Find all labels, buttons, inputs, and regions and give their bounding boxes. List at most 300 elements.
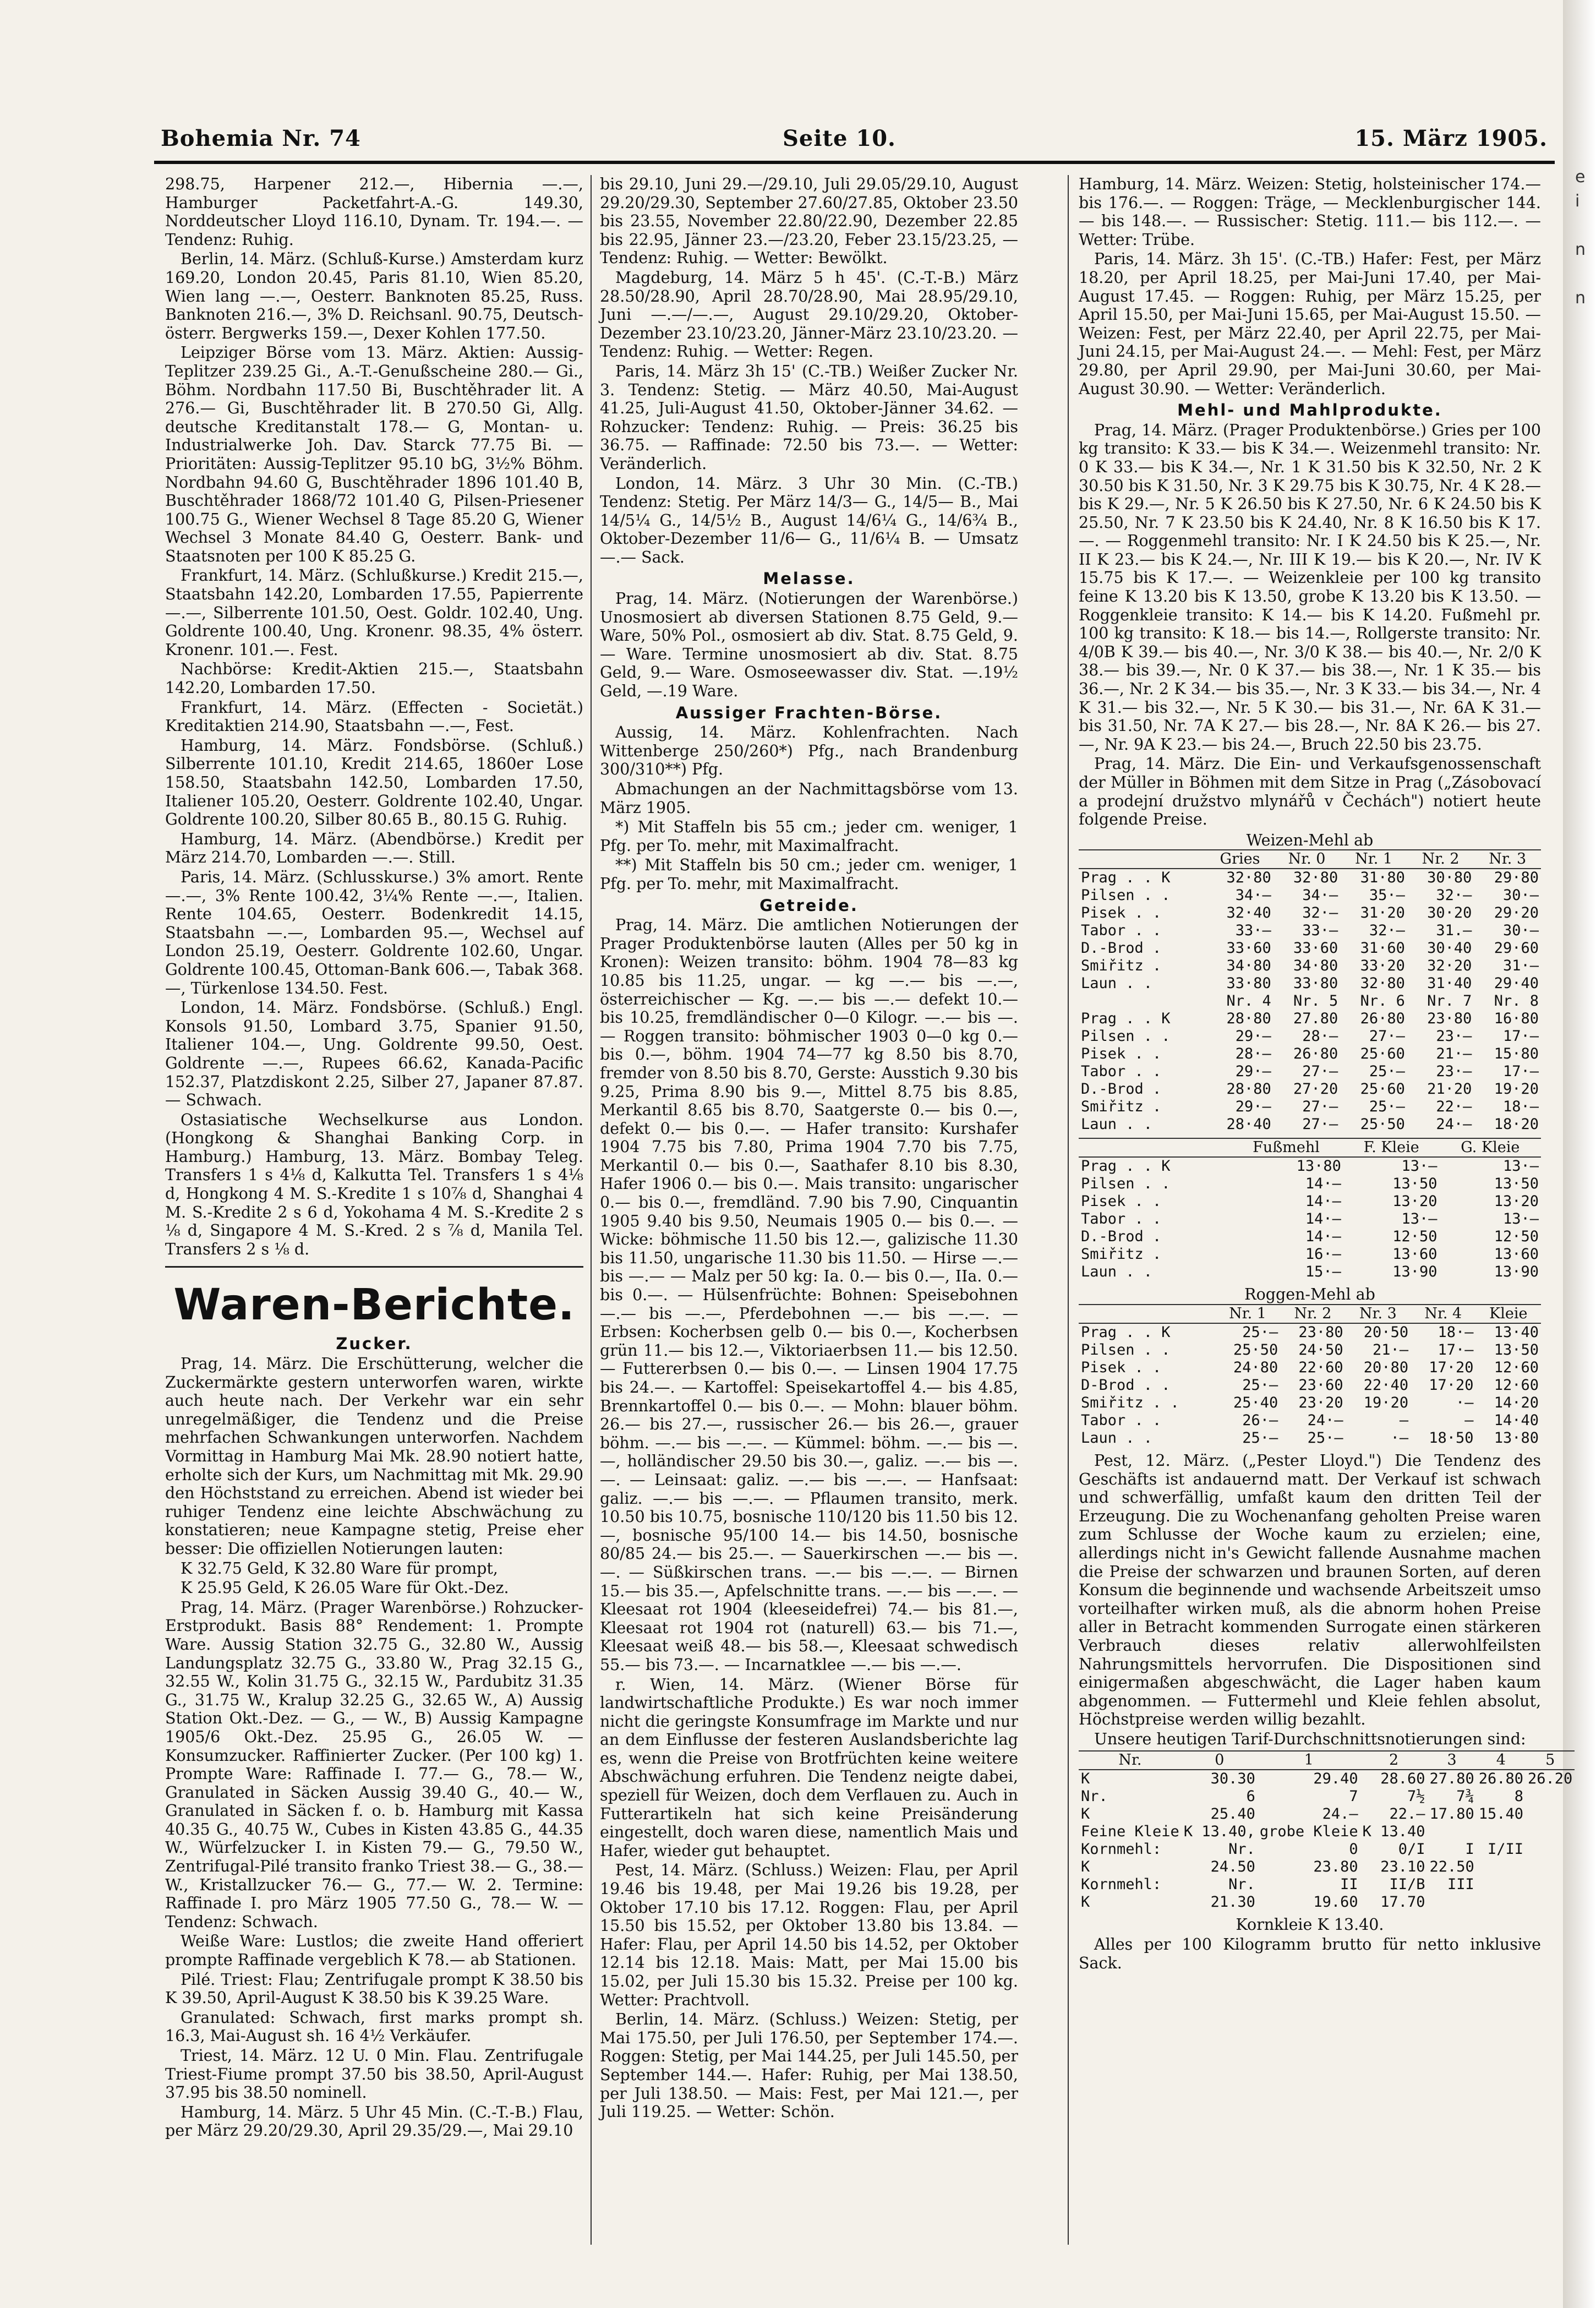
table-cell: Tabor . . [1081, 1411, 1162, 1429]
table-cell: 7 [1349, 1788, 1358, 1805]
table-cell: 17·— [1502, 1028, 1539, 1045]
table-cell: 29·— [1235, 1098, 1271, 1116]
market-report: Prag, 14. März. (Prager Warenbörse.) Rohzucker-Erstprodukt. Basis 88° Rendement: 1. Prompte Ware. Aussig Station 32.75 G., 32.80 W., Aussig Landungsplatz 32.75 G., 33.80 W., Prag 32.15 G., 32.55 W., Kolin 31.75 G., 32.15 W., Pardubitz 31.35 G., 31.75 W., Kralup 32.25 G., 32.65 W., A) Aussig Station Okt.-Dez. — G., — W., B) Aussig Kampagne 1905/6 Okt.-Dez. 25.95 G., 26.05 W. — Konsumzucker. Raffinierter Zucker. (Per 100 kg) 1. Prompte Ware: Raffinade I. 77.— G., 78.— W., Granulated in Säcken Aussig 39.40 G., 40.— W., Granulated in Säcken f. o. b. Hamburg mit Kassa 40.35 G., 40.75 W., Cubes in Kisten 43.85 G., 44.35 W., Würfelzucker I. in Kisten 79.— G., 79.50 W., Zentrifugal-Pilé transito franko Triest 38.— G., 38.— W., Kristallzucker 76.— G., 77.— W. 2. Termine: Raffinade I. pro März 1905 77.50 G., 78.— W. — Tendenz: Schwach. [165, 1598, 583, 1931]
table-cell: 23·80 [1298, 1323, 1343, 1341]
table-cell: 13·60 [1494, 1246, 1539, 1263]
table-cell: 25·50 [1360, 1116, 1405, 1133]
table-cell: II/B [1389, 1876, 1425, 1894]
table-cell: 21·— [1436, 1045, 1472, 1063]
table-title: Roggen-Mehl ab [1244, 1285, 1375, 1304]
table-cell: 22·— [1436, 1098, 1472, 1116]
table-cell: 25·— [1369, 1098, 1405, 1116]
table-cell: 12·60 [1494, 1376, 1539, 1394]
table-cell: 14·— [1305, 1193, 1341, 1210]
table-cell: 22.— [1389, 1805, 1425, 1823]
stock-report: Leipziger Börse vom 13. März. Aktien: Aussig-Teplitzer 239.25 Gi., A.-T.-Genußscheine 280.— Gi., Böhm. Nordbahn 117.50 Bi, Buschtěhrader lit. A 276.— Gi, Buschtěhrader lit. B 270.50 Gi, Allg. deutsche Kreditanstalt 178.— G, Montan- u. Industrialwerke Joh. Dav. Starck 77.75 Bi. — Prioritäten: Aussig-Teplitzer 95.10 bG, 3½% Böhm. Nordbahn 94.60 G, Buschtěhrader 1896 101.40 B, Buschtěhrader 1868/72 101.40 G, Pilsen-Priesener 100.75 G., Wiener Wechsel 8 Tage 85.20 G, Wiener Wechsel 3 Monate 84.40 G, Oesterr. Bank- und Staatsnoten per 100 K 85.25 G. [165, 343, 583, 565]
table-cell: Tabor . . [1081, 1063, 1162, 1081]
table-cell: 29·20 [1494, 904, 1539, 922]
table-cell: K [1081, 1858, 1090, 1876]
table-row [1079, 1116, 1541, 1133]
table-cell: 24·50 [1298, 1341, 1343, 1358]
table-row [1079, 1063, 1541, 1081]
table-cell: 33·60 [1293, 940, 1338, 957]
table-cell: Smiřitz . [1081, 957, 1162, 975]
table-row [1079, 1377, 1541, 1394]
table-cell: 13·50 [1494, 1175, 1539, 1193]
subsection-heading: Zucker. [336, 1334, 413, 1354]
table-cell: 13·— [1502, 1158, 1539, 1175]
table-row [1079, 940, 1541, 957]
column-3 [1079, 175, 1573, 2245]
table-row [1079, 1210, 1541, 1228]
roggen-mehl-table [1079, 1285, 1541, 1447]
table-cell: 17·— [1502, 1063, 1539, 1081]
table-cell: 32·80 [1360, 975, 1405, 992]
table-cell: 19.60 [1313, 1894, 1358, 1911]
table-cell: 23·60 [1298, 1376, 1343, 1394]
subsection-heading: Mehl- und Mahlprodukte. [1177, 401, 1442, 420]
table-row [1079, 1876, 1575, 1894]
table-header-row [1079, 850, 1541, 869]
table-cell: 15·— [1305, 1263, 1341, 1281]
table-cell: 33·80 [1226, 975, 1271, 992]
table-cell: Nr. 5 [1293, 992, 1338, 1010]
table-row [1079, 992, 1541, 1010]
table-cell: 13·20 [1392, 1193, 1438, 1210]
stock-report: Hamburg, 14. März. Fondsbörse. (Schluß.) Silberrente 101.10, Kredit 214.65, 1860er Lose 158.50, Staatsbahn 142.50, Lombarden 17.50, Italiener 105.20, Oesterr. Goldrente 102.40, Ungar. Goldrente 100.20, Silber 80.65 B., 80.15 G. Ruhig. [165, 736, 583, 829]
market-report: Triest, 14. März. 12 U. 0 Min. Flau. Zentrifugale Triest-Fiume prompt 37.50 bis 38.50, April-August 37.95 bis 38.50 nominell. [165, 2047, 583, 2102]
table-cell: Pisek . . [1081, 904, 1162, 922]
table-cell: 23·80 [1427, 1010, 1472, 1028]
table-row [1079, 1429, 1541, 1447]
table-cell: 24.— [1322, 1805, 1358, 1823]
table-cell: 31.— [1436, 922, 1472, 940]
table-cell: Nr. [1081, 1788, 1108, 1805]
table-cell: 18·50 [1429, 1429, 1474, 1447]
table-cell: 30·40 [1427, 940, 1472, 957]
table-cell: 25.40 [1210, 1805, 1255, 1823]
table-cell: 23.10 [1380, 1858, 1425, 1876]
table-cell [1526, 1805, 1575, 1823]
table-cell: 7½ [1407, 1788, 1425, 1805]
table-row [1079, 1228, 1541, 1246]
table-cell: 34·80 [1293, 957, 1338, 975]
table-cell: 21.30 [1210, 1894, 1255, 1911]
table-cell [1079, 992, 1206, 1010]
table-cell: Nr. 6 [1360, 992, 1405, 1010]
table-cell [1477, 1894, 1526, 1911]
table-cell: 33·80 [1293, 975, 1338, 992]
table-cell: Feine Kleie [1081, 1823, 1179, 1841]
table-cell: K [1081, 1894, 1090, 1911]
table-cell: Pisek . . [1081, 1193, 1162, 1210]
table-cell: Nr. 4 [1226, 992, 1271, 1010]
market-report: Berlin, 14. März. (Schluss.) Weizen: Stetig, per Mai 175.50, per Juli 176.50, per September 174.—. Roggen: Stetig, per Mai 144.25, per Juli 145.50, per September 144.—. Hafer: Ruhig, per Mai 138.50, per Juli 138.50. — Mais: Fest, per Mai 121.—, per Juli 119.25. — Wetter: Schön. [600, 2010, 1018, 2121]
table-cell: 13·40 [1494, 1323, 1539, 1341]
table-header-row [1079, 1751, 1575, 1770]
stock-report: London, 14. März. Fondsbörse. (Schluß.) Engl. Konsols 91.50, Lombard 3.75, Spanier 91.50, Italiener 104.—, Ung. Goldrente 99.50, Oest. Goldrente —.—, Rupees 66.62, Kanada-Pacific 152.37, Platzdiskont 2.25, Silber 27, Japaner 87.87. — Schwach. [165, 999, 583, 1110]
column-1 [165, 175, 583, 2245]
market-report: bis 29.10, Juni 29.—/29.10, Juli 29.05/29.10, August 29.20/29.30, September 27.60/27.85, Oktober 23.50 bis 23.55, November 22.80/22.90, Dezember 22.85 bis 22.95, Jänner 23.—/23.20, Feber 23.15/23.25, — Tendenz: Ruhig. — Wetter: Bewölkt. [600, 175, 1018, 268]
table-cell: — [1464, 1411, 1474, 1429]
footnote: *) Mit Staffeln bis 55 cm.; jeder cm. weniger, 1 Pfg. per To. mehr, mit Maximalfracht. [600, 818, 1018, 855]
market-report: Hamburg, 14. März. 5 Uhr 45 Min. (C.-T.-B.) Flau, per März 29.20/29.30, April 29.35/29.—, Mai 29.10 [165, 2103, 583, 2140]
table-cell: 26·80 [1293, 1045, 1338, 1063]
table-cell: 16·80 [1494, 1010, 1539, 1028]
market-report: Aussig, 14. März. Kohlenfrachten. Nach Wittenberge 250/260*) Pfg., nach Brandenburg 300/310**) Pfg. [600, 723, 1018, 779]
table-cell: 17·20 [1429, 1376, 1474, 1394]
table-row [1079, 887, 1541, 904]
table-cell: 16·— [1305, 1246, 1341, 1263]
table-cell: 23·— [1436, 1028, 1472, 1045]
table-cell: 14·— [1305, 1228, 1341, 1246]
table-cell: 8 [1514, 1788, 1524, 1805]
table-row [1079, 1157, 1541, 1175]
market-report: K 25.95 Geld, K 26.05 Ware für Okt.-Dez. [181, 1579, 509, 1597]
table-cell: 29·80 [1494, 869, 1539, 887]
table-cell: 33·— [1302, 922, 1338, 940]
table-cell: 32·80 [1226, 869, 1271, 887]
table-cell: 14·20 [1494, 1394, 1539, 1411]
table-cell: 27·20 [1293, 1081, 1338, 1098]
table-cell: Laun . . [1081, 1263, 1153, 1281]
table-cell: 28·— [1235, 1045, 1271, 1063]
market-report: Prag, 14. März. (Notierungen der Warenbörse.) Unosmosiert ab diversen Stationen 8.75 Geld, 9.— Ware, 50% Pol., osmosiert ab div. Stat. 8.75 Geld, 9.— Ware. Termine unosmosiert ab div. Stat. 8.75 Geld, 9.— Ware. Osmoseewasser div. Stat. —.19½ Geld, —.19 Ware. [600, 590, 1018, 701]
table-cell: 24.50 [1210, 1858, 1255, 1876]
table-cell: Prag . . K [1081, 1158, 1171, 1175]
table-cell [1526, 1823, 1575, 1841]
table-cell: 12·60 [1494, 1358, 1539, 1376]
table-cell: 17·— [1438, 1341, 1474, 1358]
table-cell [1526, 1788, 1575, 1805]
stock-report: Frankfurt, 14. März. (Effecten - Societät.) Kreditaktien 214.90, Staatsbahn —.—, Fest. [165, 698, 583, 735]
table-cell: Pisek . . [1081, 1045, 1162, 1063]
table-cell: 19·20 [1363, 1394, 1409, 1411]
table-cell: 27·— [1302, 1116, 1338, 1133]
table-cell: 20·80 [1363, 1358, 1409, 1376]
table-cell [1526, 1841, 1575, 1858]
table-row [1079, 1805, 1575, 1823]
table-row [1079, 1823, 1575, 1841]
table-cell: 25·40 [1233, 1394, 1278, 1411]
table-cell: 25·— [1242, 1376, 1278, 1394]
table-cell: 21·— [1373, 1341, 1409, 1358]
column-header: Nr. 0 [1273, 850, 1341, 869]
market-report: Alles per 100 Kilogramm brutto für netto inklusive Sack. [1079, 1935, 1541, 1972]
market-report: Pest, 14. März. (Schluss.) Weizen: Flau, per April 19.46 bis 19.48, per Mai 19.26 bis 19.28, per Oktober 17.10 bis 17.12. Roggen: Flau, per April 15.50 bis 15.52, per Oktober 13.80 bis 13.84. — Hafer: Flau, per April 14.50 bis 14.52, per Oktober 12.14 bis 12.18. Mais: Matt, per Mai 15.00 bis 15.02, per Juli 15.30 bis 15.32. Preise per 100 kg. Wetter: Prachtvoll. [600, 1861, 1018, 2009]
footnote: **) Mit Staffeln bis 50 cm.; jeder cm. weniger, 1 Pfg. per To. mehr, mit Maximalfracht. [600, 856, 1018, 893]
subsection-heading: Melasse. [763, 569, 855, 588]
table-cell: 29·60 [1494, 940, 1539, 957]
table-row [1079, 1858, 1575, 1876]
table-cell: 34·— [1235, 887, 1271, 904]
table-cell: 26·80 [1360, 1010, 1405, 1028]
table-cell [1427, 1894, 1476, 1911]
table-cell: 32·80 [1293, 869, 1338, 887]
market-report: Granulated: Schwach, first marks prompt sh. 16.3, Mai-August sh. 16 4½ Verkäufer. [165, 2008, 583, 2045]
table-cell: 25·60 [1360, 1045, 1405, 1063]
market-report: Pest, 12. März. („Pester Lloyd.") Die Tendenz des Geschäfts ist andauernd matt. Der Verkauf ist schwach und schwerfällig, umfaßt kaum den dritten Teil der Erzeugung. Die zu Wochenanfang geholten Preise waren zum Schlusse der Woche kaum zu erzielen; eine, allerdings nicht in's Gewicht fallende Ausnahme machen die Preise der schwarzen und braunen Sorten, auf deren Konsum die beginnende und wachsende Arbeitszeit umso vorteilhafter wirken muß, als die abnorm hohen Preise aller in Betracht kommenden Surrogate einen stärkeren Verbrauch dieses relativ allerwohlfeilsten Nahrungsmittels hervorrufen. Die Dispositionen sind einigermaßen abgeschwächt, die Lager haben kaum abgenommen. — Futtermehl und Kleie fehlen absolut, Höchstpreise werden willig bezahlt. [1079, 1451, 1541, 1729]
table-cell: 13·80 [1296, 1158, 1341, 1175]
table-cell: I [1465, 1841, 1474, 1858]
column-2 [600, 175, 1018, 2245]
table-cell: 17·20 [1429, 1358, 1474, 1376]
table-cell: 23·20 [1298, 1394, 1343, 1411]
table-cell: 25·50 [1233, 1341, 1278, 1358]
issue-date: 15. März 1905. [1354, 126, 1548, 151]
price-table [1079, 1750, 1575, 1911]
table-cell: 25·60 [1360, 1081, 1405, 1098]
column-header: F. Kleie [1343, 1138, 1440, 1157]
table-cell: 32·20 [1427, 957, 1472, 975]
table-cell: 25·— [1369, 1063, 1405, 1081]
table-cell: 25·— [1242, 1323, 1278, 1341]
table-row [1079, 1894, 1575, 1911]
table-cell: 29·40 [1494, 975, 1539, 992]
table-cell: 19·20 [1494, 1081, 1539, 1098]
section-title: Waren-Berichte. [173, 1280, 575, 1330]
table-cell: — [1399, 1411, 1409, 1429]
table-row [1079, 1175, 1541, 1193]
column-divider [591, 175, 592, 2245]
table-cell: K 13.40, [1183, 1823, 1255, 1841]
weizen-mehl-table [1079, 831, 1541, 1134]
table-cell: 28·80 [1226, 1081, 1271, 1098]
price-table [1079, 849, 1541, 1133]
table-cell: grobe Kleie [1259, 1823, 1358, 1841]
market-report: Prag, 14. März. Die amtlichen Notierungen der Prager Produktenbörse lauten (Alles per 50 kg in Kronen): Weizen transito: böhm. 1904 78—83 kg 10.85 bis 11.25, ungar. — kg —.— bis —.—, österreichischer — Kg. —.— bis —.— defekt 10.— bis 10.25, fremdländischer 0—0 Kilogr. —.— bis —.— Roggen transito: böhmischer 1903 0—0 kg 0.— bis 0.—, böhm. 1904 74—77 kg 8.50 bis 8.70, fremder von 8.50 bis 8.70, Gerste: Ausstich 9.30 bis 9.25, Prima 8.90 bis 9.—, Mittel 8.75 bis 8.85, Merkantil 8.65 bis 8.70, Saatgerste 0.— bis 0.—, defekt 0.— bis 0.—. — Hafer transito: Kurshafer 1904 7.75 bis 7.80, Prima 1904 7.70 bis 7.75, Merkantil 0.— bis 0.—, Saathafer 8.10 bis 8.30, Hafer 1906 0.— bis 0.—. Mais transito: ungarischer 0.— bis 0.—, fremdländ. 7.90 bis 7.90, Cinquantin 1905 9.40 bis 9.50, Neumais 1905 0.— bis 0.—. — Wicke: böhmische 11.50 bis 12.—, galizische 11.30 bis 11.50, ungarische 11.30 bis 11.50. — Hirse —.— bis —.— — Malz per 50 kg: Ia. 0.— bis 0.—, IIa. 0.— bis 0.—. — Hülsenfrüchte: Bohnen: Speisebohnen —.— bis —.—, Pferdebohnen —.— bis —.—. — Erbsen: Kocherbsen gelb 0.— bis 0.—, Kocherbsen grün 11.— bis 12.—, Viktoriaerbsen 11.— bis 12.50. — Futtererbsen 0.— bis 0.—. — Linsen 1904 17.75 bis 24.—. — Kartoffel: Speisekartoffel 4.— bis 4.85, Brennkartoffel 0.— bis 0.—. — Mohn: blauer böhm. 26.— bis 27.—, russischer 26.— bis 26.—, grauer böhm. —.— bis —.—. — Kümmel: böhm. —.— bis —.—, holländischer 29.50 bis 30.—, galiz. —.— bis —.—. — Leinsaat: galiz. —.— bis —.—. — Hanfsaat: galiz. —.— bis —.—. — Pflaumen transito, merk. 10.50 bis 10.75, bosnische 110/120 bis 11.50 bis 12.—, bosnische 95/100 14.— bis 14.50, bosnische 80/85 24.— bis 25.—. — Sauerkirschen —.— bis —.—. — Süßkirschen trans. —.— bis —.—. — Birnen 15.— bis 35.—, Apfelschnitte trans. —.— bis —.—. — Kleesaat rot 1904 (kleeseidefrei) 74.— bis 81.—, Kleesaat rot 1904 rot (naturell) 63.— bis 71.—, Kleesaat weiß 48.— bis 58.—, Kleesaat schwedisch 55.— bis 73.—. — Incarnatklee —.— bis —.—. [600, 916, 1018, 1674]
table-row [1079, 1098, 1541, 1116]
table-cell: 13·— [1401, 1210, 1438, 1228]
column-header: Kleie [1476, 1305, 1542, 1323]
table-cell: 24·80 [1233, 1358, 1278, 1376]
table-cell: 30·— [1502, 922, 1539, 940]
table-header-row [1079, 1305, 1541, 1323]
table-cell: D-Brod . . [1081, 1376, 1171, 1394]
table-cell: 26.20 [1528, 1770, 1573, 1788]
table-cell: Pilsen . . [1081, 1028, 1171, 1045]
table-cell: 32·40 [1226, 904, 1271, 922]
table-cell: 13·60 [1392, 1246, 1438, 1263]
table-cell: 0/I [1398, 1841, 1425, 1858]
table-cell: 22.50 [1429, 1858, 1474, 1876]
table-cell: 31·— [1502, 957, 1539, 975]
table-cell: ·— [1455, 1394, 1474, 1411]
table-row [1079, 869, 1541, 887]
table-cell: 6 [1246, 1788, 1255, 1805]
table-cell: K [1081, 1805, 1090, 1823]
column-header: Nr. 3 [1346, 1305, 1411, 1323]
table-cell: 13·50 [1494, 1341, 1539, 1358]
table-cell: 32·— [1302, 904, 1338, 922]
table-cell [1526, 1894, 1575, 1911]
column-header: 3 [1427, 1751, 1476, 1770]
table-row [1079, 1045, 1541, 1063]
table-cell: 14·— [1305, 1210, 1341, 1228]
table-cell: I/II [1488, 1841, 1524, 1858]
table-cell: 29·— [1235, 1028, 1271, 1045]
table-cell: 13·90 [1494, 1263, 1539, 1281]
table-cell: Prag . . K [1081, 869, 1171, 887]
table-cell: Prag . . K [1081, 1323, 1171, 1341]
table-cell: Kornmehl: [1081, 1841, 1162, 1858]
table-cell [1427, 1823, 1476, 1841]
table-cell: Nr. [1228, 1876, 1255, 1894]
table-cell: 13·20 [1494, 1193, 1539, 1210]
table-cell: Laun . . [1081, 975, 1153, 992]
table-cell: 28·— [1302, 1028, 1338, 1045]
stock-report: Nachbörse: Kredit-Aktien 215.—, Staatsbahn 142.20, Lombarden 17.50. [165, 660, 583, 697]
table-cell: II [1340, 1876, 1358, 1894]
table-cell: 18·— [1502, 1098, 1539, 1116]
column-header: Nr. 1 [1215, 1305, 1280, 1323]
subsection-heading: Getreide. [759, 896, 859, 915]
table-cell: 23·— [1436, 1063, 1472, 1081]
table-cell: 20·50 [1363, 1323, 1409, 1341]
market-report: Prag, 14. März. (Prager Produktenbörse.) Gries per 100 kg transito: K 33.— bis K 34.—. Weizenmehl transito: Nr. 0 K 33.— bis K 34.—, Nr. 1 K 31.50 bis K 32.50, Nr. 2 K 30.50 bis K 31.50, Nr. 3 K 29.75 bis K 30.75, Nr. 4 K 28.— bis K 29.—, Nr. 5 K 26.50 bis K 27.50, Nr. 6 K 24.50 bis K 25.50, Nr. 7 K 23.50 bis K 24.40, Nr. 8 K 16.50 bis K 17.—. — Roggenmehl transito: Nr. I K 24.50 bis K 25.—, Nr. II K 23.— bis K 24.—, Nr. III K 19.— bis K 20.—, Nr. IV K 15.75 bis K 17.—. — Weizenkleie per 100 kg transito feine K 13.20 bis K 13.50, grobe K 13.20 bis K 13.50. — Roggenkleie transito: K 14.— bis K 14.20. Fußmehl pr. 100 kg transito: K 18.— bis 14.—, Rollgerste transito: Nr. 4/0B K 39.— bis 40.—, Nr. 3/0 K 38.— bis 40.—, Nr. 2/0 K 38.— bis 39.—, Nr. 0 K 37.— bis 38.—, Nr. 1 K 35.— bis 36.—, Nr. 2 K 34.— bis 35.—, Nr. 3 K 33.— bis 34.—, Nr. 4 K 31.— bis 32.—, Nr. 5 K 30.— bis 31.—, Nr. 6A K 31.— bis 31.50, Nr. 7A K 27.— bis 28.—, Nr. 8A K 26.— bis 27.—, Nr. 9A K 23.— bis 24.—, Bruch 22.50 bis 23.75. [1079, 421, 1541, 754]
table-row [1079, 1788, 1575, 1805]
column-header: 1 [1258, 1751, 1360, 1770]
table-cell: 13·— [1502, 1210, 1539, 1228]
table-cell: 24·— [1436, 1116, 1472, 1133]
column-header: Fußmehl [1229, 1138, 1343, 1157]
table-cell: Pisek . . [1081, 1358, 1162, 1376]
table-cell: 27·— [1302, 1063, 1338, 1081]
table-cell: Tabor . . [1081, 1210, 1162, 1228]
market-report: r. Wien, 14. März. (Wiener Börse für landwirtschaftliche Produkte.) Es war noch immer nicht die geringste Konsumfrage im Markte und nur an dem Einflusse der festeren Auslandsberichte lag es, wenn die Preise von Brotfrüchten keine weitere Abschwächung erfuhren. Die Tendenz neigte dabei, speziell für Weizen, doch dem Verflauen zu. Auch in Futterartikeln hat sich keine Preisänderung eingestellt, doch waren diese, namentlich Mais und Hafer, wieder gut behauptet. [600, 1675, 1018, 1860]
column-header: Nr. 2 [1280, 1305, 1345, 1323]
market-report: Pilé. Triest: Flau; Zentrifugale prompt K 38.50 bis K 39.50, April-August K 38.50 bis K 39.25 Ware. [165, 1970, 583, 2007]
table-row [1079, 1770, 1575, 1788]
table-cell: 27·— [1302, 1098, 1338, 1116]
header-rule [154, 161, 1555, 164]
table-cell: 7¾ [1456, 1788, 1474, 1805]
table-cell: 15·80 [1494, 1045, 1539, 1063]
table-cell: Nr. [1228, 1841, 1255, 1858]
table-cell: Prag . . K [1081, 1010, 1171, 1028]
column-header: Gries [1206, 850, 1273, 869]
stock-report: Ostasiatische Wechselkurse aus London. (Hongkong & Shanghai Banking Corp. in Hamburg.) Hamburg, 13. März. Bombay Teleg. Transfers 1 s 4⅛ d, Kalkutta Tel. Transfers 1 s 4⅛ d, Hongkong 4 M. S.-Kredite 1 s 10⅞ d, Shanghai 4 M. S.-Kredite 2 s 6 d, Yokohama 4 M. S.-Kredite 2 s ⅛ d, Singapore 4 M. S.-Kred. 2 s ⅞ d, Manila Tel. Transfers 2 s ⅛ d. [165, 1110, 583, 1258]
table-cell: 24·— [1307, 1411, 1343, 1429]
table-cell: Pilsen . . [1081, 1175, 1171, 1193]
table-cell [1477, 1858, 1526, 1876]
table-cell: Pilsen . . [1081, 1341, 1171, 1358]
table-cell: 33·20 [1360, 957, 1405, 975]
table-cell: 29·— [1235, 1063, 1271, 1081]
newspaper-title: Bohemia Nr. 74 [161, 126, 361, 151]
table-cell: Laun . . [1081, 1429, 1153, 1447]
market-report: Paris, 14. März 3h 15' (C.-TB.) Weißer Zucker Nr. 3. Tendenz: Stetig. — März 40.50, Mai-August 41.25, Juli-August 41.50, Oktober-Jänner 34.62. — Rohzucker: Tendenz: Ruhig. — Preis: 36.25 bis 36.75. — Raffinade: 72.50 bis 73.—. — Wetter: Veränderlich. [600, 362, 1018, 473]
table-cell: 13·50 [1392, 1175, 1438, 1193]
table-cell: 33·— [1235, 922, 1271, 940]
table-cell: 31·40 [1427, 975, 1472, 992]
page-number: Seite 10. [783, 126, 896, 151]
table-cell: 29.40 [1313, 1770, 1358, 1788]
column-header: Nr. 2 [1407, 850, 1474, 869]
table-row [1079, 1028, 1541, 1045]
column-header: Nr. 3 [1474, 850, 1541, 869]
table-cell: 32·— [1369, 922, 1405, 940]
table-row [1079, 957, 1541, 975]
market-report: K 32.75 Geld, K 32.80 Ware für prompt, [181, 1559, 498, 1578]
table-row [1079, 1359, 1541, 1377]
page-edge-shadow [1563, 0, 1596, 2308]
table-cell: 28.60 [1380, 1770, 1425, 1788]
table-cell: 0 [1349, 1841, 1358, 1858]
table-cell: 23.80 [1313, 1858, 1358, 1876]
market-report: London, 14. März. 3 Uhr 30 Min. (C.-TB.) Tendenz: Stetig. Per März 14/3— G., 14/5— B., Mai 14/5¼ G., 14/5½ B., August 14/6¼ G., 14/6¾ B., Oktober-Dezember 11/6— G., 11/6¼ B. — Umsatz —.— Sack. [600, 474, 1018, 566]
table-cell: Smiřitz . [1081, 1246, 1162, 1263]
table-cell: 34·— [1302, 887, 1338, 904]
table-cell: 13·— [1401, 1158, 1438, 1175]
market-report: Weiße Ware: Lustlos; die zweite Hand offeriert prompte Raffinade vergeblich K 78.— ab Stationen. [165, 1932, 583, 1969]
price-table [1079, 1304, 1541, 1447]
table-row [1079, 975, 1541, 992]
column-header [1079, 1138, 1229, 1157]
stock-report: 298.75, Harpener 212.—, Hibernia —.—, Hamburger Packetfahrt-A.-G. 149.30, Norddeutscher Lloyd 116.10, Dynam. Tr. 194.—. — Tendenz: Ruhig. [165, 175, 583, 249]
table-cell [1526, 1876, 1575, 1894]
table-cell: 14·40 [1494, 1411, 1539, 1429]
table-cell: 26·— [1242, 1411, 1278, 1429]
market-report: Unsere heutigen Tarif-Durchschnittsnotierungen sind: [1094, 1729, 1526, 1748]
column-header: Nr. [1079, 1751, 1182, 1770]
table-cell: 30.30 [1210, 1770, 1255, 1788]
table-cell: Nr. 8 [1494, 992, 1539, 1010]
table-cell: 25·— [1242, 1429, 1278, 1447]
table-cell: 13·90 [1392, 1263, 1438, 1281]
table-cell: 31·20 [1360, 904, 1405, 922]
table-cell: Tabor . . [1081, 922, 1162, 940]
table-cell: 34·80 [1226, 957, 1271, 975]
column-header: 0 [1182, 1751, 1258, 1770]
table-cell: 13·80 [1494, 1429, 1539, 1447]
market-report: Kornkleie K 13.40. [1236, 1916, 1384, 1934]
market-report: Prag, 14. März. Die Erschütterung, welcher die Zuckermärkte gestern unterworfen waren, wirkte auch heute nach. Der Verkehr war ein sehr unregelmäßiger, die Tendenz und die Preise mehrfachen Schwankungen unterworfen. Nachdem Vormittag in Hamburg Mai Mk. 28.90 notiert hatte, erholte sich der Kurs, um Nachmittag mit Mk. 29.90 den Höchststand zu erreichen. Abend ist wieder bei ruhiger Tendenz eine leichte Abschwächung zu konstatieren; neue Kampagne stetig, Preise eher besser: Die offiziellen Notierungen lauten: [165, 1355, 583, 1558]
table-header-row [1079, 1138, 1541, 1157]
table-cell: Pilsen . . [1081, 887, 1171, 904]
table-cell: 18·20 [1494, 1116, 1539, 1133]
price-table [1079, 1138, 1541, 1281]
table-cell: 27·— [1369, 1028, 1405, 1045]
table-row [1079, 1263, 1541, 1281]
table-row [1079, 1394, 1541, 1412]
table-cell: 22·40 [1363, 1376, 1409, 1394]
table-row [1079, 1341, 1541, 1359]
table-cell: 27.80 [1429, 1770, 1474, 1788]
table-cell: K [1081, 1770, 1090, 1788]
table-cell: 30·— [1502, 887, 1539, 904]
column-header: G. Kleie [1440, 1138, 1541, 1157]
table-row [1079, 1193, 1541, 1210]
page-header [161, 126, 1548, 164]
table-cell: III [1447, 1876, 1474, 1894]
table-row [1079, 1412, 1541, 1429]
table-cell: 22·60 [1298, 1358, 1343, 1376]
table-cell: D.-Brod . [1081, 1081, 1162, 1098]
table-cell: 30·80 [1427, 869, 1472, 887]
table-cell: Laun . . [1081, 1116, 1153, 1133]
table-row [1079, 1246, 1541, 1263]
table-row [1079, 922, 1541, 940]
table-cell: 31·80 [1360, 869, 1405, 887]
column-header [1079, 850, 1206, 869]
table-cell: 32·— [1436, 887, 1472, 904]
table-row [1079, 1010, 1541, 1028]
table-cell: 28·40 [1226, 1116, 1271, 1133]
table-cell: 30·20 [1427, 904, 1472, 922]
fussmehl-table [1079, 1138, 1541, 1281]
column-header [1079, 1305, 1215, 1323]
